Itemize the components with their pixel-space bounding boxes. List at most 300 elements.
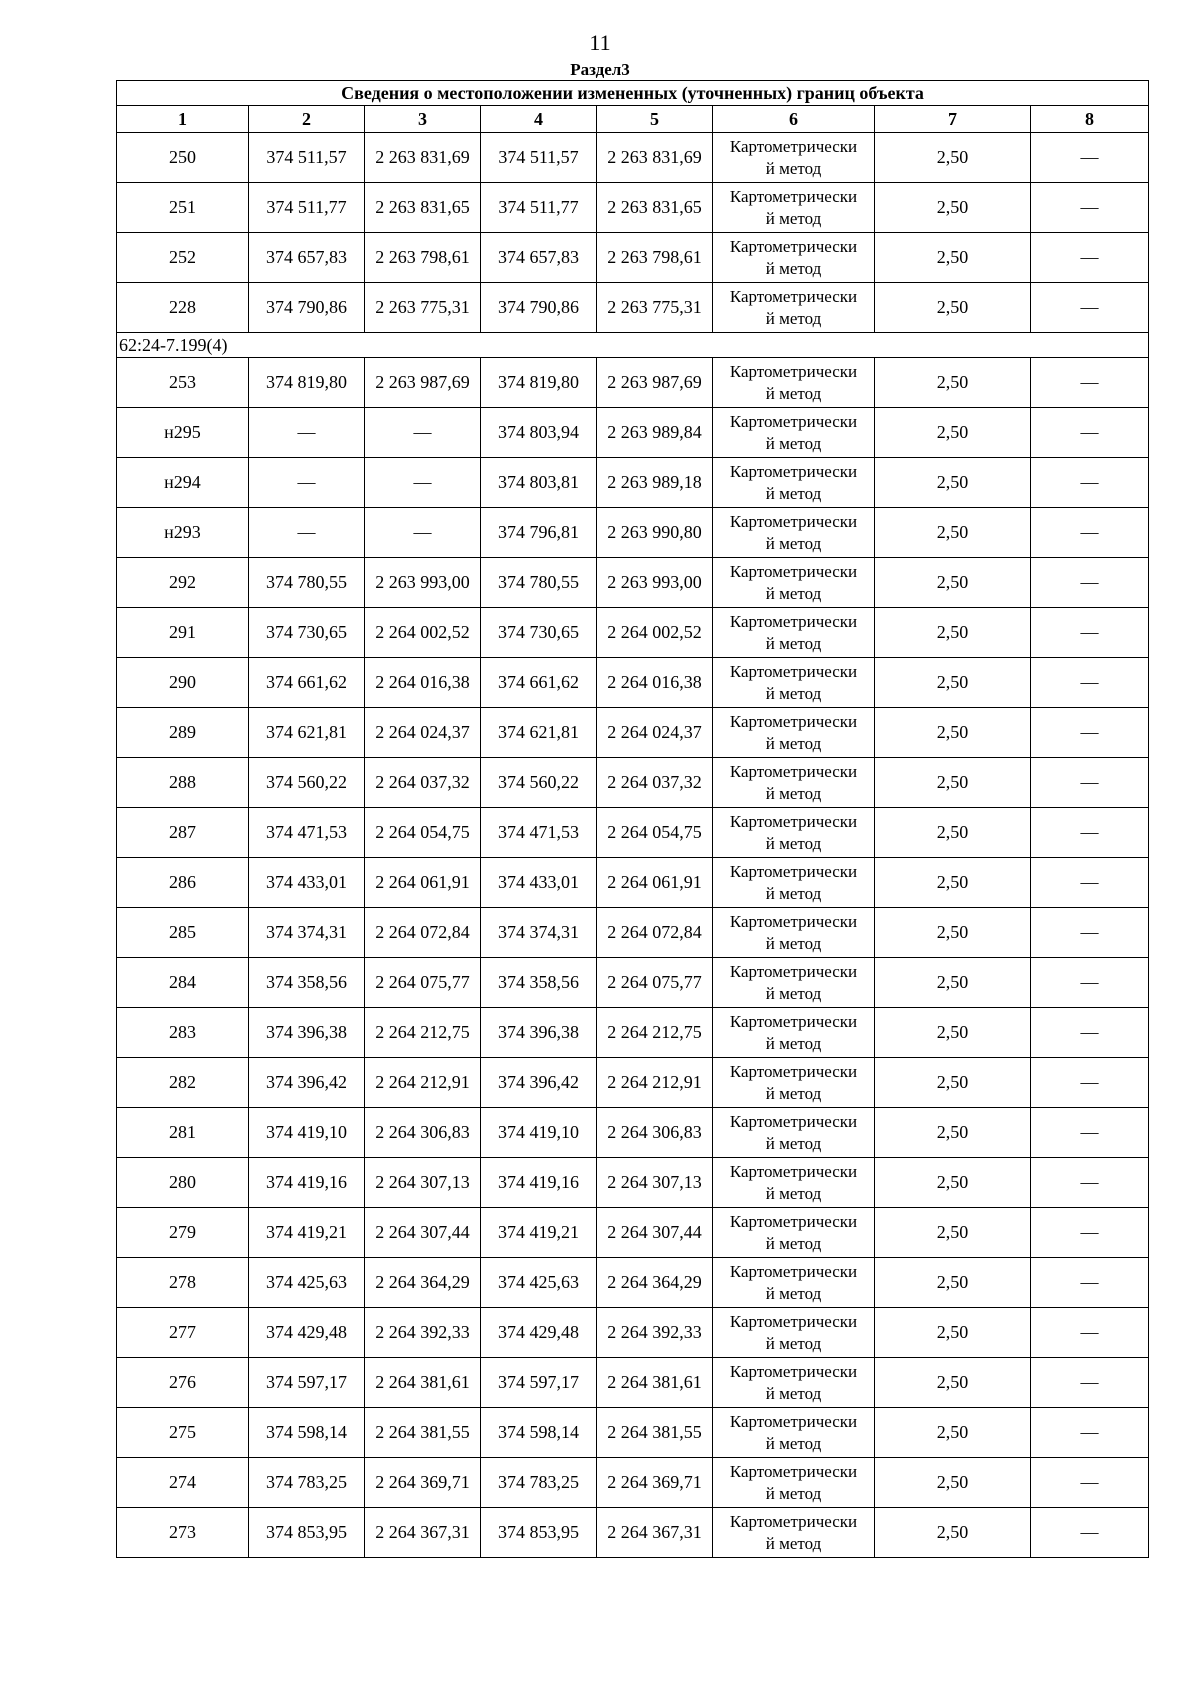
method-line: й метод — [765, 1483, 822, 1503]
accuracy-cell: 2,50 — [875, 408, 1031, 458]
y-old-cell: — — [365, 408, 481, 458]
point-number-cell: 285 — [117, 908, 249, 958]
description-cell: — — [1031, 1158, 1149, 1208]
description-cell: — — [1031, 183, 1149, 233]
description-cell: — — [1031, 508, 1149, 558]
table-row — [117, 183, 1149, 233]
method-line: Картометрически — [729, 711, 858, 731]
accuracy-cell: 2,50 — [875, 233, 1031, 283]
y-old-cell: 2 264 212,91 — [365, 1058, 481, 1108]
method-line: Картометрически — [729, 1261, 858, 1281]
point-number-cell: 252 — [117, 233, 249, 283]
description-cell: — — [1031, 558, 1149, 608]
y-new-cell: 2 264 367,31 — [597, 1508, 713, 1558]
y-old-cell: 2 263 831,65 — [365, 183, 481, 233]
y-old-cell: 2 263 775,31 — [365, 283, 481, 333]
x-new-cell: 374 598,14 — [481, 1408, 597, 1458]
y-old-cell: 2 264 364,29 — [365, 1258, 481, 1308]
method-cell — [713, 1008, 875, 1058]
point-number-cell: 279 — [117, 1208, 249, 1258]
method-line: й метод — [765, 433, 822, 453]
method-line: Картометрически — [729, 1311, 858, 1331]
table-row — [117, 1458, 1149, 1508]
y-new-cell: 2 263 798,61 — [597, 233, 713, 283]
method-line: й метод — [765, 1233, 822, 1253]
method-line: Картометрически — [729, 411, 858, 431]
method-line: Картометрически — [729, 1461, 858, 1481]
method-cell — [713, 1408, 875, 1458]
method-cell — [713, 558, 875, 608]
y-old-cell: — — [365, 458, 481, 508]
table-row — [117, 1508, 1149, 1558]
method-line: Картометрически — [729, 611, 858, 631]
y-old-cell: 2 264 367,31 — [365, 1508, 481, 1558]
y-old-cell: 2 264 369,71 — [365, 1458, 481, 1508]
y-old-cell: 2 264 075,77 — [365, 958, 481, 1008]
point-number-cell: 286 — [117, 858, 249, 908]
description-cell: — — [1031, 133, 1149, 183]
y-old-cell: 2 264 024,37 — [365, 708, 481, 758]
accuracy-cell: 2,50 — [875, 508, 1031, 558]
method-line: Картометрически — [729, 661, 858, 681]
method-line: Картометрически — [729, 236, 858, 256]
table-caption: Сведения о местоположении измененных (уточненных) границ объекта — [117, 81, 1149, 106]
y-new-cell: 2 264 002,52 — [597, 608, 713, 658]
point-number-cell: 282 — [117, 1058, 249, 1108]
y-new-cell: 2 264 072,84 — [597, 908, 713, 958]
table-row — [117, 608, 1149, 658]
method-line: Картометрически — [729, 961, 858, 981]
method-line: й метод — [765, 833, 822, 853]
accuracy-cell: 2,50 — [875, 558, 1031, 608]
x-new-cell: 374 730,65 — [481, 608, 597, 658]
x-old-cell: 374 597,17 — [249, 1358, 365, 1408]
y-old-cell: 2 264 381,55 — [365, 1408, 481, 1458]
x-old-cell: 374 374,31 — [249, 908, 365, 958]
table-row — [117, 1208, 1149, 1258]
x-new-cell: 374 657,83 — [481, 233, 597, 283]
method-line: Картометрически — [729, 1111, 858, 1131]
table-row — [117, 558, 1149, 608]
x-new-cell: 374 661,62 — [481, 658, 597, 708]
accuracy-cell: 2,50 — [875, 1458, 1031, 1508]
method-line: Картометрически — [729, 1211, 858, 1231]
method-line: й метод — [765, 1383, 822, 1403]
y-new-cell: 2 264 024,37 — [597, 708, 713, 758]
method-line: й метод — [765, 1133, 822, 1153]
x-new-cell: 374 803,81 — [481, 458, 597, 508]
method-cell — [713, 508, 875, 558]
point-number-cell: 281 — [117, 1108, 249, 1158]
method-cell — [713, 608, 875, 658]
y-new-cell: 2 264 212,91 — [597, 1058, 713, 1108]
y-old-cell: 2 264 392,33 — [365, 1308, 481, 1358]
table-row — [117, 1358, 1149, 1408]
x-new-cell: 374 853,95 — [481, 1508, 597, 1558]
method-line: й метод — [765, 783, 822, 803]
table-row — [117, 458, 1149, 508]
column-number: 8 — [1031, 106, 1149, 133]
y-old-cell: 2 263 798,61 — [365, 233, 481, 283]
description-cell: — — [1031, 1208, 1149, 1258]
description-cell: — — [1031, 1508, 1149, 1558]
y-new-cell: 2 263 989,18 — [597, 458, 713, 508]
method-cell — [713, 858, 875, 908]
x-new-cell: 374 560,22 — [481, 758, 597, 808]
accuracy-cell: 2,50 — [875, 458, 1031, 508]
method-line: й метод — [765, 258, 822, 278]
point-number-cell: 273 — [117, 1508, 249, 1558]
point-number-cell: 291 — [117, 608, 249, 658]
point-number-cell: 289 — [117, 708, 249, 758]
x-old-cell: 374 780,55 — [249, 558, 365, 608]
x-new-cell: 374 396,38 — [481, 1008, 597, 1058]
point-number-cell: 275 — [117, 1408, 249, 1458]
point-number-cell: 228 — [117, 283, 249, 333]
x-old-cell: 374 783,25 — [249, 1458, 365, 1508]
accuracy-cell: 2,50 — [875, 1508, 1031, 1558]
accuracy-cell: 2,50 — [875, 658, 1031, 708]
x-old-cell: 374 657,83 — [249, 233, 365, 283]
table-row — [117, 508, 1149, 558]
y-old-cell: 2 264 037,32 — [365, 758, 481, 808]
accuracy-cell: 2,50 — [875, 808, 1031, 858]
method-cell — [713, 1208, 875, 1258]
table-row — [117, 658, 1149, 708]
y-new-cell: 2 264 075,77 — [597, 958, 713, 1008]
y-old-cell: 2 264 054,75 — [365, 808, 481, 858]
description-cell: — — [1031, 708, 1149, 758]
description-cell: — — [1031, 1458, 1149, 1508]
description-cell: — — [1031, 458, 1149, 508]
method-cell — [713, 658, 875, 708]
description-cell: — — [1031, 908, 1149, 958]
x-new-cell: 374 433,01 — [481, 858, 597, 908]
y-new-cell: 2 263 987,69 — [597, 358, 713, 408]
y-old-cell: 2 263 987,69 — [365, 358, 481, 408]
x-old-cell: 374 419,21 — [249, 1208, 365, 1258]
method-cell — [713, 408, 875, 458]
description-cell: — — [1031, 958, 1149, 1008]
y-old-cell: 2 264 016,38 — [365, 658, 481, 708]
point-number-cell: 287 — [117, 808, 249, 858]
x-new-cell: 374 419,16 — [481, 1158, 597, 1208]
x-old-cell: 374 396,38 — [249, 1008, 365, 1058]
method-cell — [713, 1358, 875, 1408]
y-old-cell: — — [365, 508, 481, 558]
accuracy-cell: 2,50 — [875, 1008, 1031, 1058]
y-old-cell: 2 264 307,44 — [365, 1208, 481, 1258]
point-number-cell: н293 — [117, 508, 249, 558]
x-old-cell: 374 419,16 — [249, 1158, 365, 1208]
column-number: 7 — [875, 106, 1031, 133]
y-new-cell: 2 264 307,44 — [597, 1208, 713, 1258]
method-line: Картометрически — [729, 1011, 858, 1031]
accuracy-cell: 2,50 — [875, 1208, 1031, 1258]
accuracy-cell: 2,50 — [875, 1308, 1031, 1358]
accuracy-cell: 2,50 — [875, 358, 1031, 408]
description-cell: — — [1031, 1258, 1149, 1308]
point-number-cell: 278 — [117, 1258, 249, 1308]
table-row — [117, 758, 1149, 808]
point-number-cell: 288 — [117, 758, 249, 808]
method-line: й метод — [765, 533, 822, 553]
accuracy-cell: 2,50 — [875, 958, 1031, 1008]
point-number-cell: 280 — [117, 1158, 249, 1208]
accuracy-cell: 2,50 — [875, 608, 1031, 658]
method-line: Картометрически — [729, 1411, 858, 1431]
description-cell: — — [1031, 758, 1149, 808]
y-old-cell: 2 264 307,13 — [365, 1158, 481, 1208]
x-old-cell: — — [249, 508, 365, 558]
y-new-cell: 2 263 831,65 — [597, 183, 713, 233]
method-cell — [713, 1108, 875, 1158]
table-row — [117, 1008, 1149, 1058]
method-cell — [713, 458, 875, 508]
table-row — [117, 908, 1149, 958]
x-new-cell: 374 419,10 — [481, 1108, 597, 1158]
x-new-cell: 374 471,53 — [481, 808, 597, 858]
method-line: й метод — [765, 883, 822, 903]
description-cell: — — [1031, 1058, 1149, 1108]
method-line: й метод — [765, 1033, 822, 1053]
description-cell: — — [1031, 283, 1149, 333]
method-line: Картометрически — [729, 1511, 858, 1531]
table-row — [117, 358, 1149, 408]
group-row — [117, 333, 1149, 358]
x-new-cell: 374 425,63 — [481, 1258, 597, 1308]
x-old-cell: 374 819,80 — [249, 358, 365, 408]
method-cell — [713, 1258, 875, 1308]
page-number: 11 — [589, 30, 611, 55]
method-cell — [713, 758, 875, 808]
boundary-coordinates-table — [116, 80, 1149, 1558]
x-old-cell: 374 433,01 — [249, 858, 365, 908]
method-cell — [713, 233, 875, 283]
method-line: й метод — [765, 683, 822, 703]
table-row — [117, 708, 1149, 758]
method-cell — [713, 808, 875, 858]
method-line: Картометрически — [729, 136, 858, 156]
column-number: 6 — [713, 106, 875, 133]
accuracy-cell: 2,50 — [875, 1258, 1031, 1308]
method-line: й метод — [765, 983, 822, 1003]
x-old-cell: 374 853,95 — [249, 1508, 365, 1558]
x-old-cell: 374 511,77 — [249, 183, 365, 233]
method-line: й метод — [765, 383, 822, 403]
y-new-cell: 2 264 381,55 — [597, 1408, 713, 1458]
y-new-cell: 2 263 775,31 — [597, 283, 713, 333]
y-new-cell: 2 264 061,91 — [597, 858, 713, 908]
method-cell — [713, 708, 875, 758]
accuracy-cell: 2,50 — [875, 1158, 1031, 1208]
x-old-cell: 374 471,53 — [249, 808, 365, 858]
y-new-cell: 2 264 364,29 — [597, 1258, 713, 1308]
accuracy-cell: 2,50 — [875, 1058, 1031, 1108]
method-line: Картометрически — [729, 811, 858, 831]
column-number: 5 — [597, 106, 713, 133]
y-new-cell: 2 264 392,33 — [597, 1308, 713, 1358]
y-new-cell: 2 264 037,32 — [597, 758, 713, 808]
description-cell: — — [1031, 1408, 1149, 1458]
table-row — [117, 408, 1149, 458]
table-row — [117, 1108, 1149, 1158]
accuracy-cell: 2,50 — [875, 1108, 1031, 1158]
x-old-cell: 374 560,22 — [249, 758, 365, 808]
point-number-cell: н295 — [117, 408, 249, 458]
x-old-cell: — — [249, 408, 365, 458]
method-line: Картометрически — [729, 861, 858, 881]
y-new-cell: 2 264 054,75 — [597, 808, 713, 858]
method-line: й метод — [765, 1333, 822, 1353]
x-new-cell: 374 796,81 — [481, 508, 597, 558]
y-new-cell: 2 264 307,13 — [597, 1158, 713, 1208]
x-old-cell: 374 661,62 — [249, 658, 365, 708]
table-row — [117, 808, 1149, 858]
description-cell: — — [1031, 808, 1149, 858]
y-old-cell: 2 264 072,84 — [365, 908, 481, 958]
accuracy-cell: 2,50 — [875, 908, 1031, 958]
accuracy-cell: 2,50 — [875, 133, 1031, 183]
table-row — [117, 133, 1149, 183]
accuracy-cell: 2,50 — [875, 758, 1031, 808]
accuracy-cell: 2,50 — [875, 1358, 1031, 1408]
method-cell — [713, 1308, 875, 1358]
y-old-cell: 2 264 381,61 — [365, 1358, 481, 1408]
accuracy-cell: 2,50 — [875, 183, 1031, 233]
y-new-cell: 2 263 989,84 — [597, 408, 713, 458]
y-new-cell: 2 263 831,69 — [597, 133, 713, 183]
y-old-cell: 2 264 061,91 — [365, 858, 481, 908]
point-number-cell: 283 — [117, 1008, 249, 1058]
x-new-cell: 374 790,86 — [481, 283, 597, 333]
method-line: Картометрически — [729, 911, 858, 931]
method-line: Картометрически — [729, 361, 858, 381]
description-cell: — — [1031, 1358, 1149, 1408]
x-new-cell: 374 511,57 — [481, 133, 597, 183]
x-old-cell: 374 598,14 — [249, 1408, 365, 1458]
table-row — [117, 1058, 1149, 1108]
method-cell — [713, 183, 875, 233]
x-old-cell: 374 358,56 — [249, 958, 365, 1008]
y-new-cell: 2 264 016,38 — [597, 658, 713, 708]
table-row — [117, 1308, 1149, 1358]
method-line: й метод — [765, 933, 822, 953]
method-line: Картометрически — [729, 286, 858, 306]
y-old-cell: 2 264 212,75 — [365, 1008, 481, 1058]
method-cell — [713, 358, 875, 408]
method-cell — [713, 958, 875, 1008]
y-old-cell: 2 263 831,69 — [365, 133, 481, 183]
method-line: Картометрически — [729, 186, 858, 206]
x-old-cell: 374 730,65 — [249, 608, 365, 658]
method-line: й метод — [765, 1533, 822, 1553]
column-number: 1 — [117, 106, 249, 133]
point-number-cell: 277 — [117, 1308, 249, 1358]
x-new-cell: 374 358,56 — [481, 958, 597, 1008]
column-number: 2 — [249, 106, 365, 133]
method-line: й метод — [765, 733, 822, 753]
x-old-cell: — — [249, 458, 365, 508]
method-line: й метод — [765, 158, 822, 178]
method-line: й метод — [765, 1183, 822, 1203]
table-row — [117, 1258, 1149, 1308]
table-row — [117, 283, 1149, 333]
x-new-cell: 374 511,77 — [481, 183, 597, 233]
group-label: 62:24-7.199(4) — [117, 333, 1149, 358]
method-cell — [713, 133, 875, 183]
section-label: Раздел3 — [570, 60, 630, 79]
method-line: й метод — [765, 1283, 822, 1303]
table-row — [117, 958, 1149, 1008]
method-cell — [713, 1158, 875, 1208]
description-cell: — — [1031, 608, 1149, 658]
method-line: Картометрически — [729, 561, 858, 581]
table-row — [117, 1158, 1149, 1208]
description-cell: — — [1031, 858, 1149, 908]
y-old-cell: 2 264 306,83 — [365, 1108, 481, 1158]
y-new-cell: 2 263 990,80 — [597, 508, 713, 558]
description-cell: — — [1031, 408, 1149, 458]
point-number-cell: 250 — [117, 133, 249, 183]
method-line: й метод — [765, 633, 822, 653]
accuracy-cell: 2,50 — [875, 708, 1031, 758]
method-line: Картометрически — [729, 511, 858, 531]
x-old-cell: 374 621,81 — [249, 708, 365, 758]
method-line: й метод — [765, 583, 822, 603]
method-cell — [713, 908, 875, 958]
description-cell: — — [1031, 1108, 1149, 1158]
method-line: й метод — [765, 208, 822, 228]
y-new-cell: 2 264 369,71 — [597, 1458, 713, 1508]
description-cell: — — [1031, 1308, 1149, 1358]
column-number: 3 — [365, 106, 481, 133]
y-new-cell: 2 264 212,75 — [597, 1008, 713, 1058]
x-old-cell: 374 429,48 — [249, 1308, 365, 1358]
method-line: Картометрически — [729, 1361, 858, 1381]
y-old-cell: 2 264 002,52 — [365, 608, 481, 658]
method-line: Картометрически — [729, 461, 858, 481]
method-line: Картометрически — [729, 761, 858, 781]
description-cell: — — [1031, 1008, 1149, 1058]
table-row — [117, 858, 1149, 908]
x-old-cell: 374 425,63 — [249, 1258, 365, 1308]
x-old-cell: 374 396,42 — [249, 1058, 365, 1108]
point-number-cell: 274 — [117, 1458, 249, 1508]
accuracy-cell: 2,50 — [875, 1408, 1031, 1458]
method-cell — [713, 1508, 875, 1558]
x-new-cell: 374 419,21 — [481, 1208, 597, 1258]
column-numbers-row — [117, 106, 1149, 133]
method-cell — [713, 1458, 875, 1508]
point-number-cell: 290 — [117, 658, 249, 708]
x-old-cell: 374 419,10 — [249, 1108, 365, 1158]
point-number-cell: 251 — [117, 183, 249, 233]
accuracy-cell: 2,50 — [875, 283, 1031, 333]
column-number: 4 — [481, 106, 597, 133]
method-line: Картометрически — [729, 1061, 858, 1081]
point-number-cell: 276 — [117, 1358, 249, 1408]
x-new-cell: 374 621,81 — [481, 708, 597, 758]
x-new-cell: 374 429,48 — [481, 1308, 597, 1358]
y-new-cell: 2 264 306,83 — [597, 1108, 713, 1158]
x-new-cell: 374 819,80 — [481, 358, 597, 408]
point-number-cell: н294 — [117, 458, 249, 508]
method-line: й метод — [765, 1433, 822, 1453]
accuracy-cell: 2,50 — [875, 858, 1031, 908]
x-new-cell: 374 374,31 — [481, 908, 597, 958]
x-new-cell: 374 597,17 — [481, 1358, 597, 1408]
